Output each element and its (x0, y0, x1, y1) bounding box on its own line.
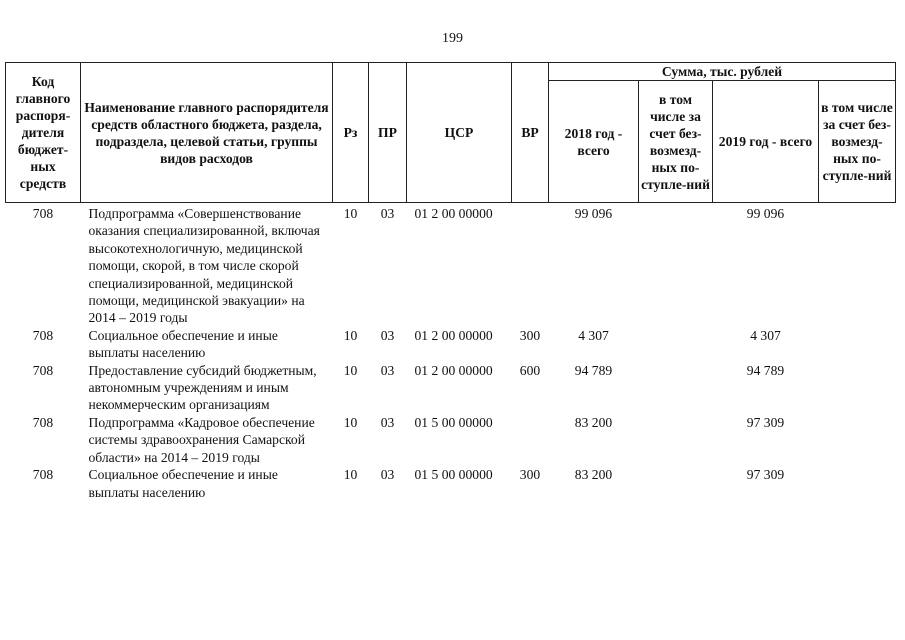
cell-pr: 03 (380, 327, 395, 343)
cell-csr: 01 2 00 00000 (414, 206, 493, 221)
cell-pr: 03 (380, 362, 395, 378)
cell-rz: 10 (343, 414, 358, 430)
table-row (6, 362, 896, 414)
cell-2018-free (639, 362, 713, 414)
cell-name: Социальное обеспечение и иные выплаты населению (88, 327, 278, 361)
table-body (6, 203, 896, 501)
cell-vr (512, 414, 549, 466)
header-sum: Сумма, тыс. рублей (549, 63, 896, 81)
cell-2018-total: 4 307 (578, 327, 609, 343)
header-csr: ЦСР (407, 63, 512, 203)
table-row (6, 414, 896, 466)
cell-csr: 01 5 00 00000 (414, 414, 493, 430)
cell-pr: 03 (380, 206, 395, 221)
cell-name: Социальное обеспечение и иные выплаты населению (88, 467, 278, 500)
cell-2019-free (819, 414, 896, 466)
table-row (6, 327, 896, 362)
cell-csr: 01 2 00 00000 (414, 362, 493, 378)
cell-2019-free (819, 327, 896, 362)
header-2019-free: в том числе за счет без-возмезд-ных по-ступле-ний (819, 81, 896, 203)
header-name: Наименование главного распорядителя средств областного бюджета, раздела, подраздела, целевой статьи, группы видов расходов (81, 63, 333, 203)
cell-2019-free (819, 362, 896, 414)
cell-2019-total: 97 309 (746, 467, 785, 483)
header-vr: ВР (512, 63, 549, 203)
header-rz: Рз (333, 63, 369, 203)
cell-csr: 01 5 00 00000 (414, 467, 493, 483)
header-pr: ПР (369, 63, 407, 203)
page-number: 199 (442, 31, 463, 46)
header-2019-total: 2019 год - всего (713, 81, 819, 203)
cell-rz: 10 (343, 362, 358, 378)
cell-2019-total: 94 789 (746, 362, 785, 378)
cell-name: Предоставление субсидий бюджетным, автономным учреждениям и иным некоммерческим организациям (88, 362, 317, 413)
cell-vr: 600 (519, 362, 541, 378)
cell-pr: 03 (380, 467, 395, 483)
cell-2018-total: 83 200 (574, 414, 613, 430)
header-2018-free: в том числе за счет без-возмезд-ных по-ступле-ний (639, 81, 713, 203)
cell-rz: 10 (343, 467, 358, 483)
cell-2019-total: 4 307 (750, 327, 781, 343)
cell-vr: 300 (519, 327, 541, 343)
header-2018-total: 2018 год - всего (549, 81, 639, 203)
cell-code: 708 (32, 414, 54, 430)
cell-2019-total: 97 309 (746, 414, 785, 430)
header-code: Код главного распоря-дителя бюджет-ных средств (6, 63, 81, 203)
cell-rz: 10 (343, 206, 358, 221)
table-header (6, 63, 896, 203)
cell-2018-total: 99 096 (574, 206, 613, 221)
table-row (6, 466, 896, 501)
cell-2019-total: 99 096 (746, 206, 785, 221)
cell-2018-free (639, 203, 713, 327)
cell-code: 708 (32, 467, 54, 483)
cell-name: Подпрограмма «Кадровое обеспечение системы здравоохранения Самарской области» на 2014 – 2019 годы (88, 414, 315, 465)
cell-2018-free (639, 327, 713, 362)
cell-vr (512, 203, 549, 327)
cell-2018-total: 83 200 (574, 467, 613, 483)
cell-vr: 300 (519, 467, 541, 483)
cell-name: Подпрограмма «Совершенствование оказания специализированной, включая высокотехнологичную, медицинской помощи, скорой, в том числе скорой специализированной, медицинской помощи, медицинской эвакуации» на 2014 – 2019 годы (88, 206, 320, 326)
cell-code: 708 (32, 362, 54, 378)
cell-rz: 10 (343, 327, 358, 343)
cell-code: 708 (32, 206, 54, 221)
cell-csr: 01 2 00 00000 (414, 327, 493, 343)
budget-table (5, 62, 896, 501)
cell-2018-total: 94 789 (574, 362, 613, 378)
cell-2018-free (639, 466, 713, 501)
cell-pr: 03 (380, 414, 395, 430)
cell-2018-free (639, 414, 713, 466)
cell-2019-free (819, 203, 896, 327)
cell-2019-free (819, 466, 896, 501)
table-row (6, 203, 896, 327)
cell-code: 708 (32, 327, 54, 343)
